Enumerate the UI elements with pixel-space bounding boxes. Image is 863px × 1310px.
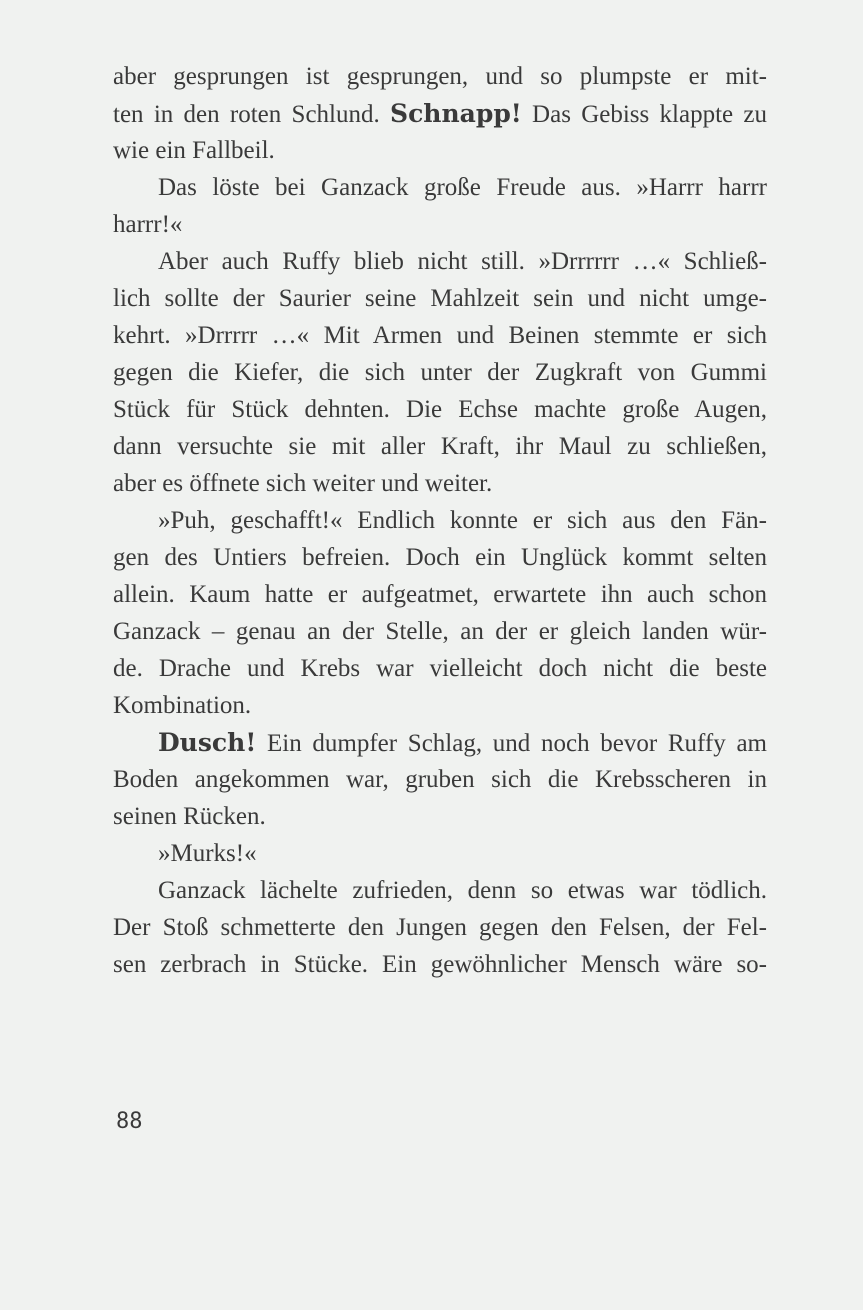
text-segment: ten in den roten Schlund.: [113, 101, 391, 128]
text-segment: Ein dumpfer Schlag, und noch bevor Ruffy am: [256, 730, 767, 757]
text-segment: Das Gebiss klappte zu: [521, 101, 767, 128]
text-line: aber gesprungen ist gesprungen, und so plumpste er mit-: [113, 63, 767, 90]
text-line: allein. Kaum hatte er aufgeatmet, erwartete ihn auch schon: [113, 581, 767, 608]
text-line: sen zerbrach in Stücke. Ein gewöhnlicher Mensch wäre so-: [113, 951, 767, 978]
text-line: dann versuchte sie mit aller Kraft, ihr Maul zu schließen,: [113, 433, 767, 460]
text-line: lich sollte der Saurier seine Mahlzeit sein und nicht umge-: [113, 285, 767, 312]
text-line: [113, 96, 767, 133]
text-line: Aber auch Ruffy blieb nicht still. »Drrrrrr …« Schließ-: [158, 248, 767, 275]
text-line: gen des Untiers befreien. Doch ein Unglück kommt selten: [113, 544, 767, 571]
text-line: wie ein Fallbeil.: [113, 137, 275, 164]
sound-word: Dusch!: [158, 728, 257, 757]
text-line: seinen Rücken.: [113, 803, 266, 830]
text-line: Ganzack lächelte zufrieden, denn so etwas war tödlich.: [158, 877, 767, 904]
text-line: Boden angekommen war, gruben sich die Krebsscheren in: [113, 766, 767, 793]
text-line: »Puh, geschafft!« Endlich konnte er sich aus den Fän-: [158, 507, 767, 534]
page-number: 88: [116, 1109, 143, 1134]
text-line: kehrt. »Drrrrr …« Mit Armen und Beinen stemmte er sich: [113, 322, 767, 349]
text-line: harrr!«: [113, 211, 183, 238]
text-line: aber es öffnete sich weiter und weiter.: [113, 470, 493, 497]
text-line: Das löste bei Ganzack große Freude aus. »Harrr harrr: [158, 174, 767, 201]
text-line: »Murks!«: [158, 840, 257, 867]
text-line: Ganzack – genau an der Stelle, an der er gleich landen wür-: [113, 618, 767, 645]
text-line: gegen die Kiefer, die sich unter der Zugkraft von Gummi: [113, 359, 767, 386]
text-line: Kombination.: [113, 692, 252, 719]
sound-word: Schnapp!: [390, 99, 522, 128]
text-line: de. Drache und Krebs war vielleicht doch nicht die beste: [113, 655, 767, 682]
text-line: Der Stoß schmetterte den Jungen gegen den Felsen, der Fel-: [113, 914, 767, 941]
text-line: [158, 725, 767, 762]
text-line: Stück für Stück dehnten. Die Echse machte große Augen,: [113, 396, 767, 423]
